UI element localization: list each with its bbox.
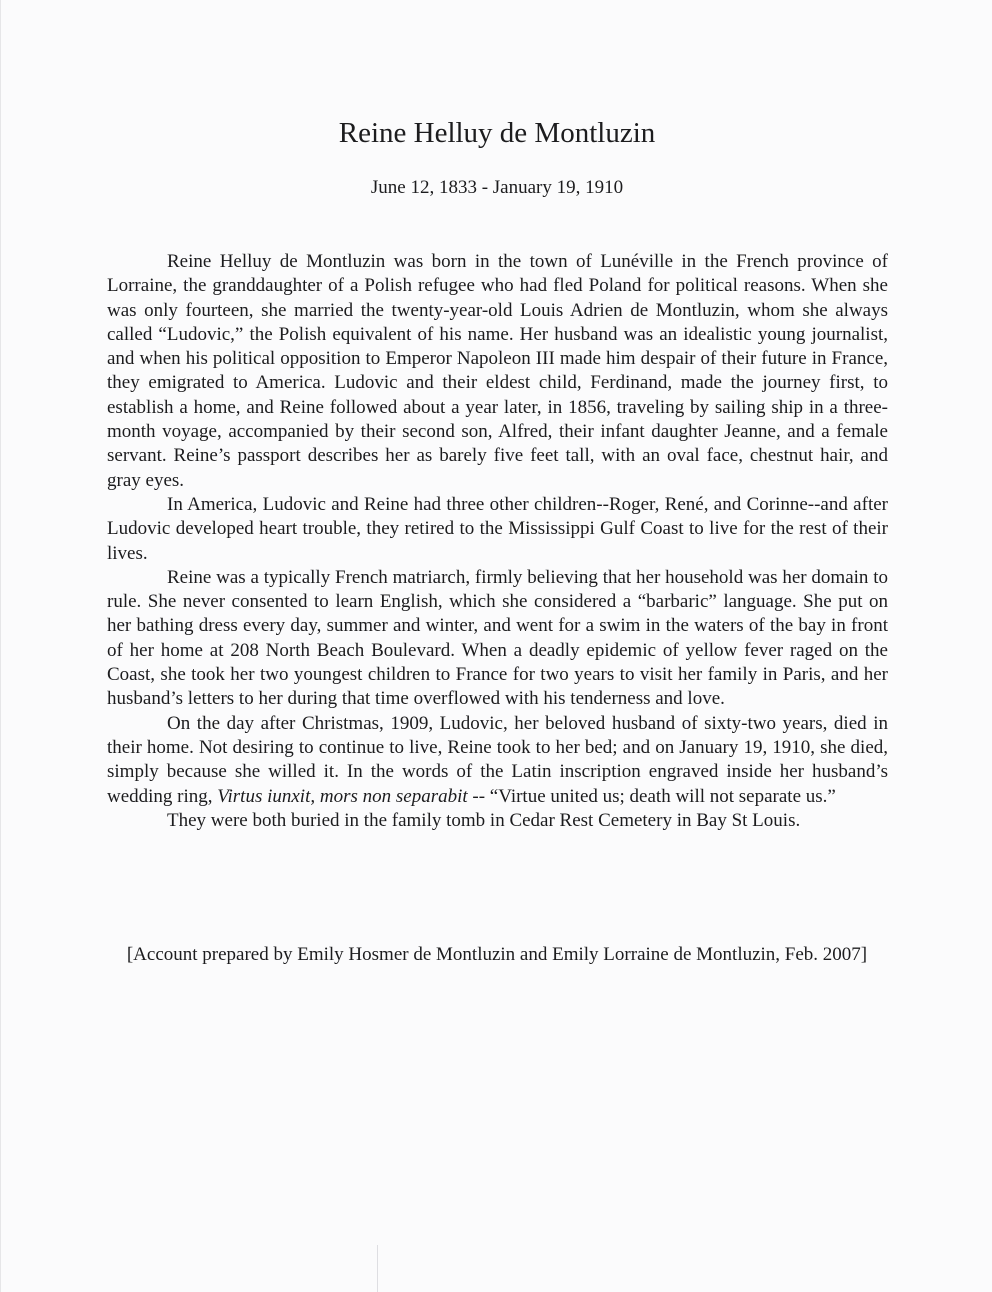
life-dates: June 12, 1833 - January 19, 1910 — [370, 177, 624, 198]
paragraph-early-life: Reine Helluy de Montluzin was born in the town of Lunéville in the French province of Lorraine, the granddaughter of a Polish refugee who had fled Poland for political reasons. When she was only fourteen, she married the twenty-year-old Louis Adrien de Montluzin, whom she always called “Ludovic,” the Polish equivalent of his name. Her husband was an idealistic young journalist, and when his political opposition to Emperor Napoleon III made him despair of their future in France, they emigrated to America. Ludovic and their eldest child, Ferdinand, made the journey first, to establish a home, and Reine followed about a year later, in 1856, traveling by sailing ship in a three-month voyage, accompanied by their second son, Alfred, their infant daughter Jeanne, and a female servant. Reine’s passport describes her as barely five feet tall, with an oval face, chestnut hair, and gray eyes. — [107, 251, 888, 491]
paragraph-america: In America, Ludovic and Reine had three other children--Roger, René, and Corinne--and after Ludovic developed heart trouble, they retired to the Mississippi Gulf Coast to live for the rest of their lives. — [107, 493, 888, 564]
paragraph-matriarch: Reine was a typically French matriarch, firmly believing that her household was her domain to rule. She never consented to learn English, which she considered a “barbaric” language. She put on her bathing dress every day, summer and winter, and went for a swim in the waters of the bay in front of her home at 208 North Beach Boulevard. When a deadly epidemic of yellow fever raged on the Coast, she took her two youngest children to France for two years to visit her family in Paris, and her husband’s letters to her during that time overflowed with his tenderness and love. — [107, 566, 888, 710]
document-title: Reine Helluy de Montluzin — [338, 117, 656, 149]
paragraph-burial: They were both buried in the family tomb in Cedar Rest Cemetery in Bay St Louis. — [167, 809, 801, 831]
latin-inscription: Virtus iunxit, mors non separabit — [217, 785, 468, 807]
death-text-after: -- “Virtue united us; death will not separate us.” — [467, 785, 836, 807]
scan-artifact-line — [377, 1245, 378, 1292]
biography-body — [107, 250, 888, 833]
death-text-before: On the day after Christmas, 1909, Ludovic, her beloved husband of sixty-two years, died in their home. Not desiring to continue to live, Reine took to her bed; and on January 19, 1910, she died, simply because she willed it. In the words of the Latin inscription engraved inside her husband’s wedding ring, — [107, 712, 888, 807]
paragraph-death — [107, 712, 888, 809]
account-credit: [Account prepared by Emily Hosmer de Montluzin and Emily Lorraine de Montluzin, Feb. 2007] — [126, 944, 868, 965]
